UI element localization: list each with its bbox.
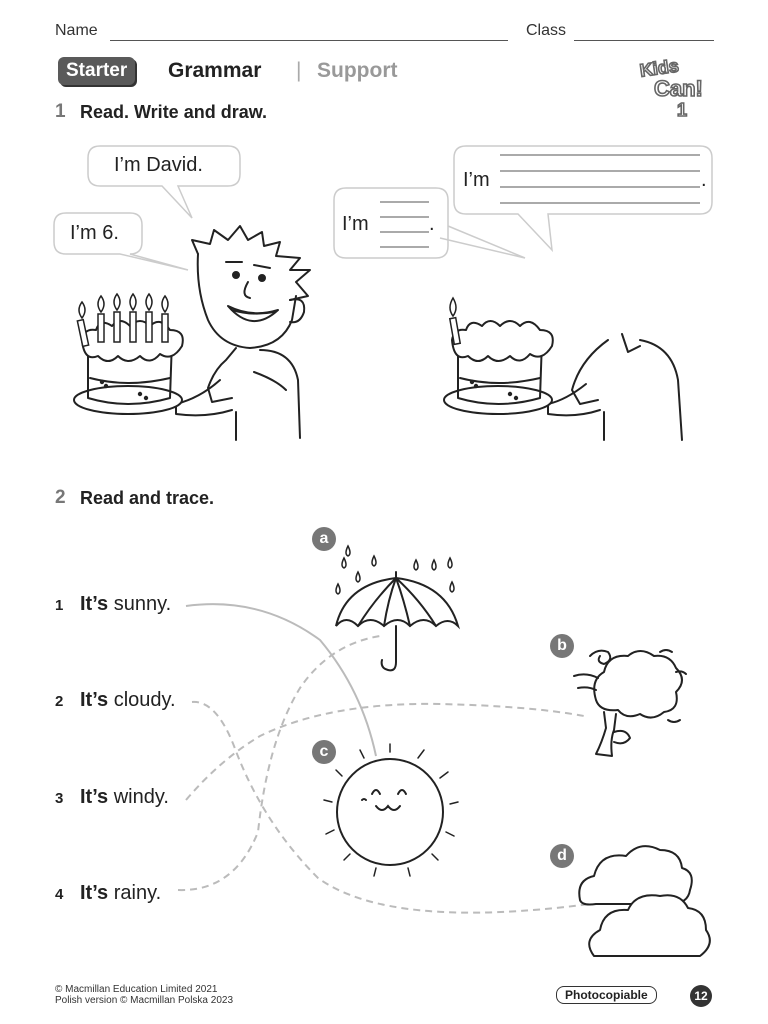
starter-badge: Starter (58, 57, 135, 85)
picture-letter-c: c (312, 740, 336, 764)
class-label: Class (526, 22, 567, 39)
bubble-blank-age-suffix: . (429, 213, 435, 235)
bubble-blank-age-prefix: I’m (342, 213, 369, 235)
cloud-icon (579, 846, 710, 956)
svg-text:Can!: Can! (654, 76, 703, 101)
trace-line-rainy (178, 636, 380, 890)
section-title: Grammar (168, 59, 262, 82)
exercise1-title: Read. Write and draw. (80, 102, 268, 122)
sun-icon (324, 744, 458, 876)
picture-letter-d: d (550, 844, 574, 868)
svg-text:1: 1 (677, 100, 688, 120)
item-sentence: It’s windy. (80, 786, 169, 808)
copyright-line2: Polish version © Macmillan Polska 2023 (55, 995, 234, 1006)
trace-line-sunny (186, 604, 376, 756)
picture-letter-a: a (312, 527, 336, 551)
item-number: 4 (55, 886, 64, 903)
item-number: 1 (55, 597, 64, 614)
svg-text:Kids: Kids (638, 55, 680, 81)
windy-tree-icon (574, 650, 686, 756)
exercise2-number: 2 (55, 487, 66, 508)
title-separator: | (296, 59, 302, 82)
page-number: 12 (690, 985, 712, 1007)
name-label: Name (55, 22, 98, 39)
item-number: 2 (55, 693, 64, 710)
picture-letter-b: b (550, 634, 574, 658)
bubble-age-text: I’m 6. (70, 222, 119, 244)
bubble-blank-name-prefix: I’m (463, 169, 490, 191)
bubble-david-text: I’m David. (114, 154, 203, 176)
item-number: 3 (55, 790, 64, 807)
item-sentence: It’s rainy. (80, 882, 162, 904)
copyright-line1: © Macmillan Education Limited 2021 (55, 984, 218, 995)
rain-umbrella-icon (336, 546, 458, 670)
subsection-title: Support (317, 59, 398, 82)
exercise2-title: Read and trace. (80, 488, 215, 508)
bubble-blank-name-suffix: . (701, 169, 707, 191)
photocopiable-badge: Photocopiable (556, 986, 657, 1004)
item-sentence: It’s sunny. (80, 593, 172, 615)
exercise1-number: 1 (55, 101, 66, 122)
item-sentence: It’s cloudy. (80, 689, 176, 711)
